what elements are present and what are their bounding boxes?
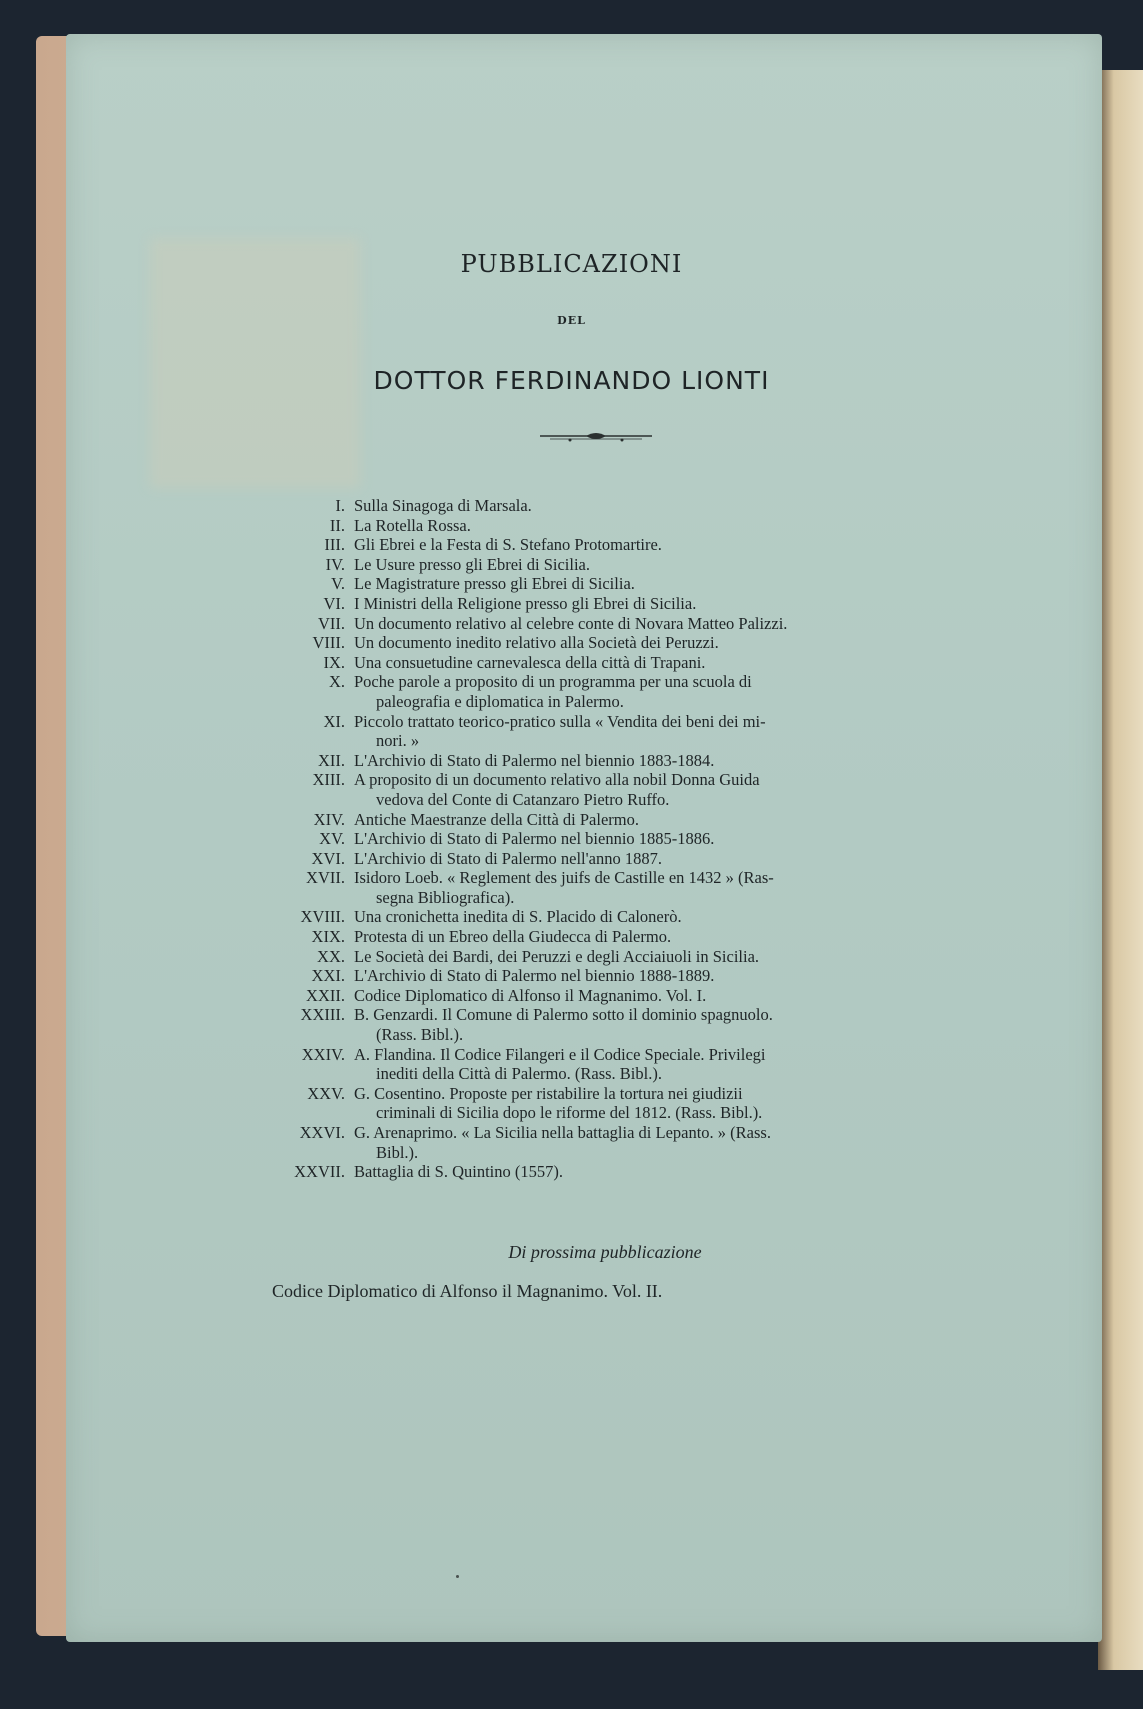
publication-item — [262, 633, 922, 653]
publication-number: XIX. — [311, 927, 345, 947]
publication-title — [354, 535, 922, 555]
publication-item — [262, 1123, 922, 1162]
publication-number: XXI. — [311, 966, 345, 986]
publication-list — [262, 496, 922, 1182]
publication-item — [262, 907, 922, 927]
title-connector: DEL — [557, 314, 586, 327]
publication-title-line: Sulla Sinagoga di Marsala. — [354, 496, 532, 515]
publication-title-line: Gli Ebrei e la Festa di S. Stefano Protomartire. — [354, 535, 662, 555]
publication-title-line: Piccolo trattato teorico-pratico sulla « Vendita dei beni dei mi- — [354, 711, 766, 731]
publication-item — [262, 947, 922, 967]
publication-title — [354, 574, 922, 594]
publication-title-continuation: inediti della Città di Palermo. (Rass. Bibl.). — [376, 1064, 662, 1084]
publication-title — [354, 614, 922, 634]
publication-number: XII. — [317, 750, 345, 770]
publication-number: VIII. — [312, 633, 345, 653]
publication-number: XVIII. — [300, 907, 345, 927]
publication-title — [354, 1123, 922, 1162]
publication-title-continuation: criminali di Sicilia dopo le riforme del 1812. (Rass. Bibl.). — [376, 1103, 763, 1123]
publication-title-line: I Ministri della Religione presso gli Ebrei di Sicilia. — [354, 593, 697, 613]
publication-title-line: G. Cosentino. Proposte per ristabilire la tortura nei giudizii — [354, 1083, 743, 1103]
publication-title — [354, 849, 922, 869]
publication-number: XXII. — [306, 985, 345, 1005]
publication-number: VII. — [317, 613, 345, 633]
publication-item — [262, 516, 922, 536]
publication-item — [262, 927, 922, 947]
publication-number: III. — [324, 535, 345, 555]
publication-title-continuation: nori. » — [376, 731, 420, 751]
publication-number: I. — [335, 496, 345, 515]
publication-item — [262, 1084, 922, 1123]
publication-title-line: Antiche Maestranze della Città di Palermo. — [354, 809, 639, 829]
publication-title — [354, 927, 922, 947]
publication-title — [354, 653, 922, 673]
publication-title-continuation: vedova del Conte di Catanzaro Pietro Ruffo. — [376, 789, 670, 809]
publication-title-line: La Rotella Rossa. — [354, 515, 471, 535]
publication-number: XX. — [317, 946, 345, 966]
publication-title-line: A. Flandina. Il Codice Filangeri e il Codice Speciale. Privilegi — [354, 1044, 766, 1064]
publication-item — [262, 810, 922, 830]
publication-number: XI. — [323, 711, 345, 731]
author-name: DOTTOR FERDINANDO LIONTI — [373, 366, 770, 395]
publication-item — [262, 555, 922, 575]
publication-title — [354, 868, 922, 907]
publication-title-continuation: (Rass. Bibl.). — [376, 1025, 464, 1045]
publication-number: XXIII. — [300, 1005, 345, 1025]
publication-title-continuation: segna Bibliografica). — [376, 887, 515, 907]
publication-item — [262, 1045, 922, 1084]
publication-title-line: L'Archivio di Stato di Palermo nel biennio 1885-1886. — [354, 829, 715, 849]
publication-title-line: Un documento relativo al celebre conte di Novara Matteo Palizzi. — [354, 613, 788, 633]
publication-number: XXVII. — [294, 1162, 345, 1182]
publication-title — [354, 751, 922, 771]
publication-title-line: Le Magistrature presso gli Ebrei di Sicilia. — [354, 574, 635, 594]
publication-number: IX. — [323, 652, 345, 672]
publication-number: XIV. — [313, 809, 345, 829]
publication-title — [354, 712, 922, 751]
publication-item — [262, 868, 922, 907]
publication-item — [262, 770, 922, 809]
publication-title — [354, 1045, 922, 1084]
publication-title — [354, 1084, 922, 1123]
publication-title-line: L'Archivio di Stato di Palermo nel biennio 1883-1884. — [354, 750, 715, 770]
publication-title — [354, 947, 922, 967]
forthcoming-heading: Di prossima pubblicazione — [508, 1242, 702, 1262]
publication-number: II. — [329, 515, 345, 535]
publication-number: XXV. — [307, 1083, 345, 1103]
publication-number: XXVI. — [299, 1123, 345, 1142]
publication-item — [262, 829, 922, 849]
publication-title — [354, 1005, 922, 1044]
publication-item — [262, 672, 922, 711]
publication-item — [262, 535, 922, 555]
publication-item — [262, 653, 922, 673]
publication-title-line: Le Società dei Bardi, dei Peruzzi e degli Acciaiuoli in Sicilia. — [354, 946, 760, 966]
publication-title — [354, 1162, 922, 1182]
publication-item — [262, 574, 922, 594]
publication-title — [354, 555, 922, 575]
publication-title — [354, 986, 922, 1006]
publication-number: IV. — [325, 554, 345, 574]
publication-title — [354, 829, 922, 849]
publication-title — [354, 966, 922, 986]
publication-title-line: L'Archivio di Stato di Palermo nel biennio 1888-1889. — [354, 966, 715, 986]
ornament-divider-icon — [540, 428, 652, 448]
publication-item — [262, 712, 922, 751]
publication-number: XIII. — [312, 770, 345, 790]
ink-speck — [456, 1575, 459, 1578]
publication-title — [354, 594, 922, 614]
publication-title — [354, 516, 922, 536]
publication-number: X. — [328, 672, 345, 692]
publication-title — [354, 496, 922, 516]
publication-number: VI. — [323, 593, 345, 613]
publication-title-line: G. Arenaprimo. « La Sicilia nella battaglia di Lepanto. » (Rass. — [354, 1123, 771, 1142]
publication-title-line: Protesta di un Ebreo della Giudecca di Palermo. — [354, 927, 672, 947]
publication-title — [354, 633, 922, 653]
publication-title — [354, 672, 922, 711]
publication-number: XVI. — [311, 848, 345, 868]
publication-number: XVII. — [306, 868, 345, 888]
publication-item — [262, 496, 922, 516]
publication-item — [262, 594, 922, 614]
publication-title-continuation: paleografia e diplomatica in Palermo. — [376, 691, 624, 711]
publication-item — [262, 751, 922, 771]
publication-title-line: B. Genzardi. Il Comune di Palermo sotto il dominio spagnuolo. — [354, 1005, 773, 1025]
publication-title-line: Isidoro Loeb. « Reglement des juifs de Castille en 1432 » (Ras- — [354, 868, 774, 888]
publication-item — [262, 966, 922, 986]
publication-number: V. — [331, 574, 345, 594]
facing-page-edge — [1098, 70, 1143, 1670]
publication-title-line: Un documento inedito relativo alla Società dei Peruzzi. — [354, 633, 719, 653]
page-title: PUBBLICAZIONI — [460, 250, 683, 278]
publication-item — [262, 1005, 922, 1044]
publication-title-line: Poche parole a proposito di un programma per una scuola di — [354, 672, 752, 692]
publication-item — [262, 986, 922, 1006]
publication-title-line: Una consuetudine carnevalesca della città di Trapani. — [354, 652, 706, 672]
publication-title — [354, 770, 922, 809]
publication-number: XXIV. — [301, 1044, 345, 1064]
publication-item — [262, 614, 922, 634]
publication-title-continuation: Bibl.). — [376, 1142, 419, 1162]
publication-title-line: L'Archivio di Stato di Palermo nell'anno 1887. — [354, 848, 662, 868]
publication-title — [354, 810, 922, 830]
publication-title-line: A proposito di un documento relativo alla nobil Donna Guida — [354, 770, 760, 790]
publication-item — [262, 849, 922, 869]
publication-number: XV. — [319, 829, 345, 849]
publication-title-line: Una cronichetta inedita di S. Placido di Calonerò. — [354, 907, 682, 927]
publication-title-line: Battaglia di S. Quintino (1557). — [354, 1162, 563, 1182]
publication-title-line: Codice Diplomatico di Alfonso il Magnanimo. Vol. I. — [354, 985, 707, 1005]
forthcoming-item: Codice Diplomatico di Alfonso il Magnanimo. Vol. II. — [272, 1281, 663, 1301]
publication-title — [354, 907, 922, 927]
publication-item — [262, 1162, 922, 1182]
publication-title-line: Le Usure presso gli Ebrei di Sicilia. — [354, 554, 590, 574]
